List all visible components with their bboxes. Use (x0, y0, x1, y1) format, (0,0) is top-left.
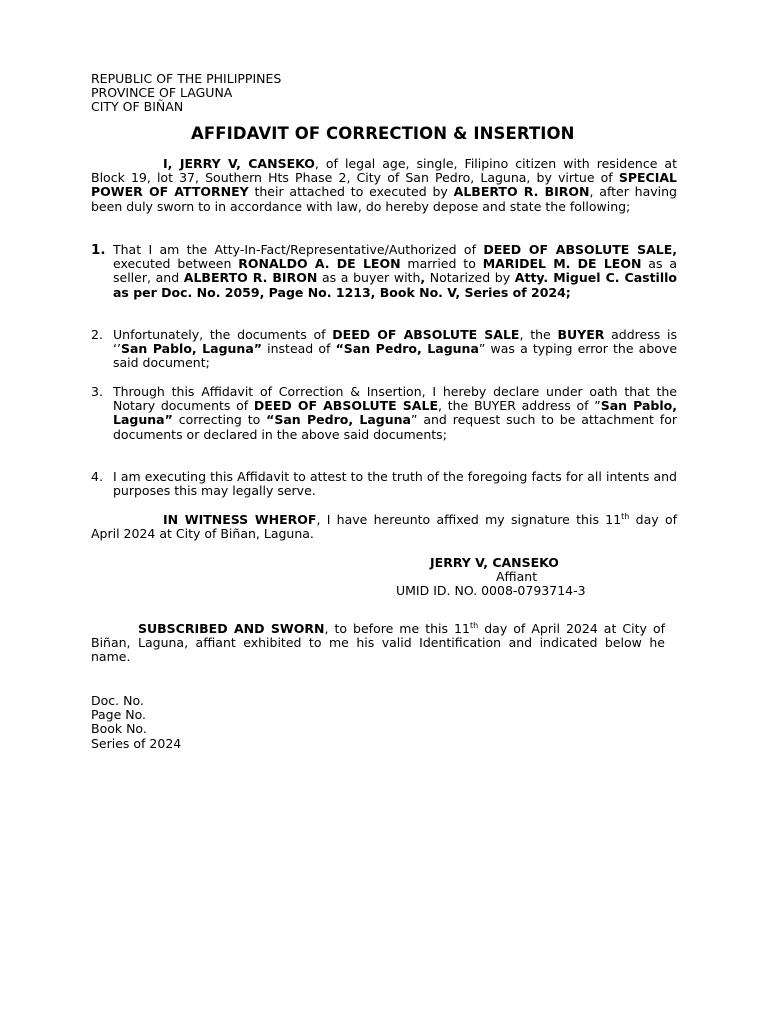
spa-term: SPECIAL POWER OF ATTORNEY (91, 170, 677, 200)
header-republic: REPUBLIC OF THE PHILIPPINES (91, 71, 282, 86)
signatory-name: JERRY V, CANSEKO (430, 555, 559, 570)
list-item (91, 243, 677, 300)
list-item (91, 470, 677, 498)
doc-no-label: Doc. No. (91, 693, 144, 708)
book-no-label: Book No. (91, 721, 147, 737)
item-text: Unfortunately, the documents of DEED OF ABSOLUTE SALE, the BUYER address is ‘’San Pablo, Laguna” instead of “San Pedro, Laguna” was a typing error the above said document; (113, 327, 678, 371)
document-header (91, 72, 281, 115)
item-number: 2. (91, 327, 103, 342)
item-text: Through this Affidavit of Correction & Insertion, I hereby declare under oath that the Notary documents of DEED OF ABSOLUTE SALE, the BUYER address of ”San Pablo, Laguna” correcting to “San Pedro, Laguna” and request such to be attachment for documents or declared in the above said documents; (113, 384, 677, 442)
signatory-role: Affiant (496, 569, 538, 584)
item-number: 4. (91, 469, 103, 484)
header-city: CITY OF BIÑAN (91, 99, 184, 115)
principal-name: ALBERTO R. BIRON (453, 184, 590, 200)
list-item (91, 328, 677, 371)
list-item (91, 385, 677, 442)
header-province: PROVINCE OF LAGUNA (91, 85, 233, 101)
item-text: I am executing this Affidavit to attest to the truth of the foregoing facts for all intents and purposes this may legally serve. (113, 469, 677, 499)
affiant-name: I, JERRY V, CANSEKO (163, 156, 315, 171)
series-label: Series of 2024 (91, 735, 182, 751)
notary-register (91, 694, 181, 751)
item-text: That I am the Atty-In-Fact/Representative/Authorized of DEED OF ABSOLUTE SALE, executed between RONALDO A. DE LEON married to MARIDEL M. DE LEON as a seller, and ALBERTO R. BIRON as a buyer with, Notarized by Atty. Miguel C. Castillo as per Doc. No. 2059, Page No. 1213, Book No. V, Series of 2024; (113, 242, 678, 300)
item-number: 3. (91, 384, 103, 399)
jurat-paragraph: SUBSCRIBED AND SWORN, to before me this 11th day of April 2024 at City of Biñan, Laguna, affiant exhibited to me his valid Identification and indicated below he name. (91, 621, 665, 665)
item-number: 1. (91, 242, 106, 258)
signatory-id: UMID ID. NO. 0008-0793714-3 (396, 583, 586, 598)
page-no-label: Page No. (91, 707, 146, 723)
document-title: AFFIDAVIT OF CORRECTION & INSERTION (191, 124, 575, 143)
intro-paragraph: I, JERRY V, CANSEKO, of legal age, single, Filipino citizen with residence at Block 19, lot 37, Southern Hts Phase 2, City of San Pedro, Laguna, by virtue of SPECIAL POWER OF ATTORNEY their attached to executed by ALBERTO R. BIRON, after having been duly sworn to in accordance with law, do hereby depose and state the following; (91, 156, 677, 214)
witness-paragraph: IN WITNESS WHEROF, I have hereunto affixed my signature this 11th day of April 2024 at City of Biñan, Laguna. (91, 512, 678, 542)
